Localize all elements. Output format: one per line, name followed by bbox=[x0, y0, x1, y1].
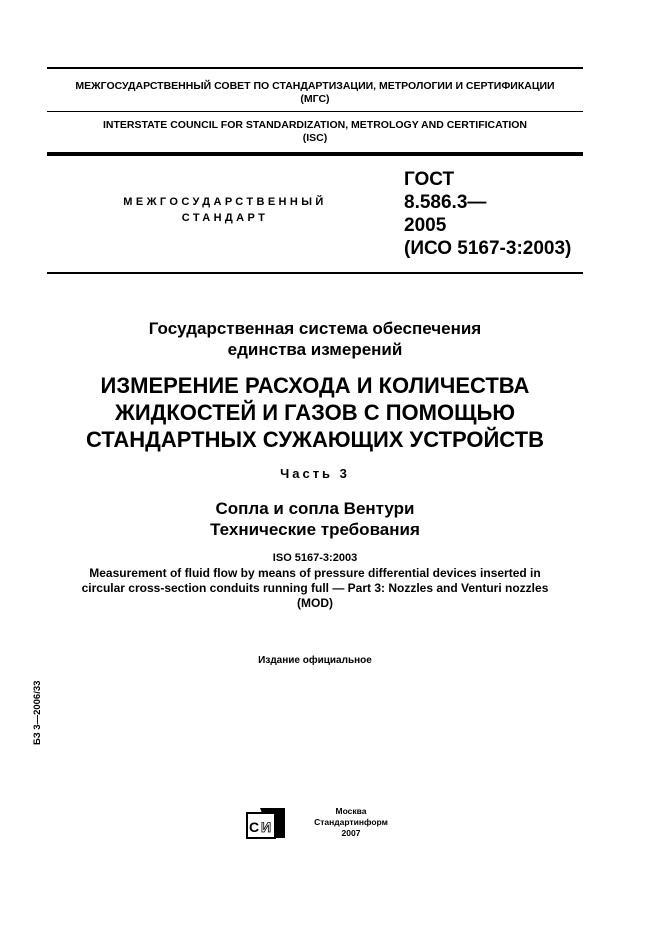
council-name-en bbox=[47, 119, 583, 145]
system-title-line1: Государственная система обеспечения bbox=[148, 319, 482, 338]
mid-rule bbox=[47, 111, 583, 112]
iso-number: ISO 5167-3:2003 bbox=[272, 552, 358, 564]
gost-label: ГОСТ bbox=[404, 169, 455, 190]
gost-year: 2005 bbox=[404, 215, 447, 236]
top-rule bbox=[47, 67, 583, 69]
council-en-text: INTERSTATE COUNCIL FOR STANDARDIZATION, METROLOGY AND CERTIFICATION bbox=[102, 119, 528, 131]
system-title bbox=[47, 318, 583, 360]
part-title-line1: Сопла и сопла Вентури bbox=[215, 499, 415, 518]
main-title-line3: СТАНДАРТНЫХ СУЖАЮЩИХ УСТРОЙСТВ bbox=[86, 427, 544, 452]
main-title-line2: ЖИДКОСТЕЙ И ГАЗОВ С ПОМОЩЬЮ bbox=[114, 400, 516, 425]
iso-title-line2: circular cross-section conduits running full — Part 3: Nozzles and Venturi nozzles bbox=[81, 581, 549, 595]
council-name-ru bbox=[47, 80, 583, 106]
gost-number: 8.586.3— bbox=[404, 192, 487, 213]
part-title-line2: Технические требования bbox=[210, 520, 420, 539]
iso-title-line1: Measurement of fluid flow by means of pressure differential devices inserted in bbox=[89, 566, 541, 580]
part-title bbox=[47, 498, 583, 540]
main-title-line1: ИЗМЕРЕНИЕ РАСХОДА И КОЛИЧЕСТВА bbox=[100, 373, 530, 398]
gost-iso-ref: (ИСО 5167-3:2003) bbox=[404, 238, 572, 259]
standard-type-line2: СТАНДАРТ bbox=[181, 212, 269, 224]
publisher-info bbox=[296, 806, 406, 839]
svg-text:И: И bbox=[261, 819, 272, 835]
iso-title-line3: (MOD) bbox=[297, 596, 333, 610]
side-code: БЗ 3—2006/33 bbox=[31, 680, 43, 745]
publisher-name: Стандартинформ bbox=[314, 817, 388, 827]
edition-label: Издание официальное bbox=[258, 655, 372, 666]
publisher-city: Москва bbox=[335, 806, 367, 816]
publisher-logo bbox=[246, 807, 286, 839]
header-bottom-rule bbox=[47, 272, 583, 274]
council-ru-text: МЕЖГОСУДАРСТВЕННЫЙ СОВЕТ ПО СТАНДАРТИЗАЦИИ, МЕТРОЛОГИИ И СЕРТИФИКАЦИИ bbox=[75, 80, 555, 92]
iso-title bbox=[47, 566, 583, 611]
publisher-year: 2007 bbox=[341, 828, 361, 838]
system-title-line2: единства измерений bbox=[227, 340, 403, 359]
main-title bbox=[47, 372, 583, 453]
council-ru-abbr: (МГС) bbox=[300, 93, 330, 105]
standard-type bbox=[95, 194, 355, 226]
council-en-abbr: (ISC) bbox=[302, 132, 328, 144]
standard-type-line1: МЕЖГОСУДАРСТВЕННЫЙ bbox=[123, 196, 327, 208]
svg-text:С: С bbox=[249, 819, 260, 835]
thick-rule bbox=[47, 152, 583, 156]
part-label: Часть 3 bbox=[280, 466, 350, 481]
gost-designation bbox=[404, 168, 571, 260]
